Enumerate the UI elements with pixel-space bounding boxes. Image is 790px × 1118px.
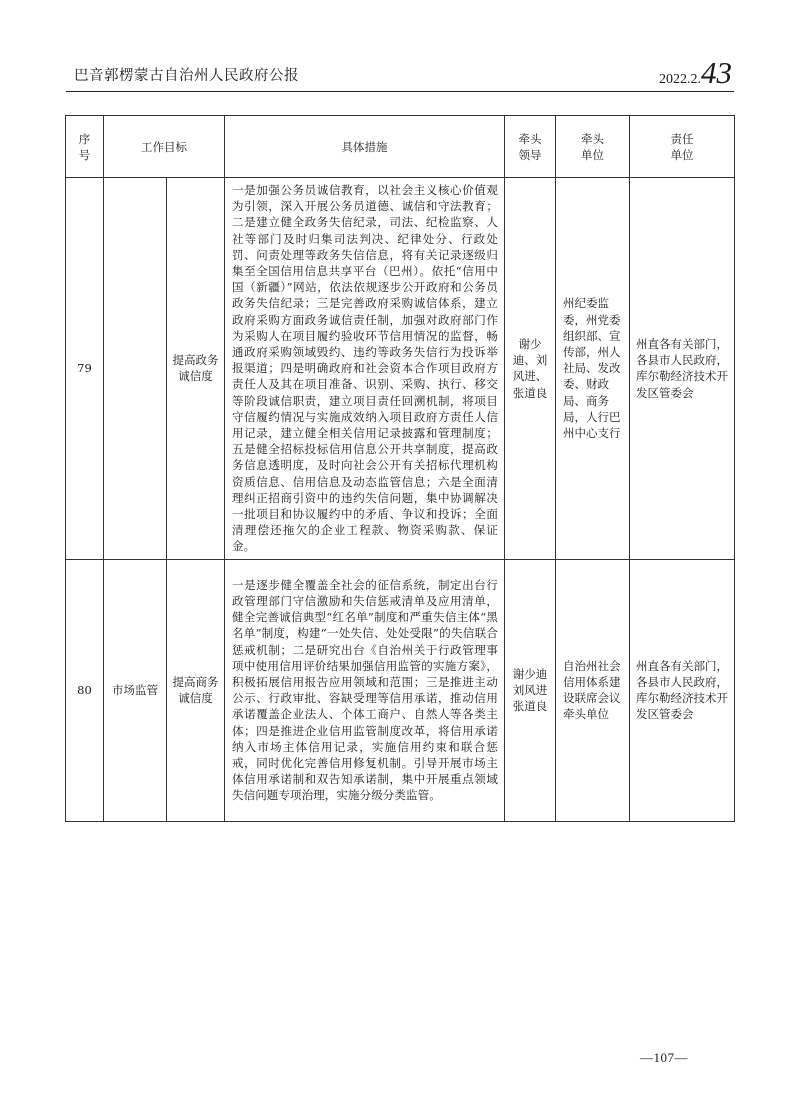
col-header-measures: 具体措施 xyxy=(225,116,505,178)
col-resp-line1: 责任 xyxy=(670,131,694,146)
col-header-leaders xyxy=(505,116,556,178)
col-leaders-line1: 牵头 xyxy=(518,131,542,146)
header-rule xyxy=(66,91,734,92)
issue-year-month: 2022.2. xyxy=(659,72,701,87)
table-row xyxy=(66,178,735,560)
gazette-title: 巴音郭楞蒙古自治州人民政府公报 xyxy=(74,68,299,84)
col-header-goal: 工作目标 xyxy=(104,116,225,178)
row-responsible-units: 州直各有关部门，各县市人民政府，库尔勒经济技术开发区管委会 xyxy=(630,559,735,821)
col-units-line2: 单位 xyxy=(581,147,604,162)
row-leaders: 谢少迪刘风进张道良 xyxy=(505,559,556,821)
row-number: 80 xyxy=(66,559,104,821)
issue-number: 43 xyxy=(701,55,732,90)
row-number: 79 xyxy=(66,178,104,560)
col-header-no xyxy=(66,116,104,178)
row-measures: 一是加强公务员诚信教育，以社会主义核心价值观为引领，深入开展公务员道德、诚信和守法教育；二是建立健全政务失信纪录，司法、纪检监察、人社等部门及时归集司法判决、纪律处分、行政处罚、问责处理等政务失信信息，将有关记录逐级归集至全国信用信息共享平台（巴州）。依托“信用中国（新疆）”网站，依法依规逐步公开政府和公务员政务失信纪录；三是完善政府采购诚信体系，建立政府采购方面政务诚信责任制，加强对政府部门作为采购人在项目履约验收环节信用情况的监督，畅通政府采购领域毁约、违约等政务失信行为投诉举报渠道；四是明确政府和社会资本合作项目政府方责任人及其在项目准备、识别、采购、执行、移交等阶段诚信职责，建立项目责任回溯机制，将项目守信履约情况与实施成效纳入项目政府方责任人信用记录，建立健全相关信用记录披露和管理制度；五是健全招标投标信用信息公开共享制度，提高政务信息透明度，及时向社会公开有关招标代理机构资质信息、信用信息及动态监管信息；六是全面清理纠正招商引资中的违约失信问题，集中协调解决一批项目和协议履约中的矛盾、争议和投诉；全面清理偿还拖欠的企业工程款、物资采购款、保证金。 xyxy=(225,178,505,560)
work-plan-table xyxy=(65,115,735,822)
row-goal: 提高政务诚信度 xyxy=(167,178,225,560)
col-leaders-line2: 领导 xyxy=(518,147,542,162)
row-lead-units: 自治州社会信用体系建设联席会议牵头单位 xyxy=(556,559,630,821)
row-leaders: 谢少迪、刘风进、张道良 xyxy=(505,178,556,560)
page-number: —107— xyxy=(640,1050,688,1065)
col-header-responsible xyxy=(630,116,735,178)
col-no-line1: 序 xyxy=(78,131,91,146)
col-header-lead-units xyxy=(556,116,630,178)
row-category xyxy=(104,178,167,560)
table-header-row xyxy=(66,116,735,178)
col-no-line2: 号 xyxy=(78,147,91,162)
table-row xyxy=(66,559,735,821)
issue-label xyxy=(659,57,732,88)
row-category: 市场监管 xyxy=(104,559,167,821)
row-lead-units: 州纪委监委，州党委组织部、宣传部，州人社局、发改委、财政局、商务局，人行巴州中心支行 xyxy=(556,178,630,560)
page-header xyxy=(66,52,734,90)
col-units-line1: 牵头 xyxy=(581,131,604,146)
col-resp-line2: 单位 xyxy=(670,147,694,162)
row-goal: 提高商务诚信度 xyxy=(167,559,225,821)
row-measures: 一是逐步健全覆盖全社会的征信系统，制定出台行政管理部门守信激励和失信惩戒清单及应用清单，健全完善诚信典型“红名单”制度和严重失信主体“黑名单”制度，构建“一处失信、处处受限”的失信联合惩戒机制；二是研究出台《自治州关于行政管理事项中使用信用评价结果加强信用监管的实施方案》，积极拓展信用报告应用领域和范围；三是推进主动公示、行政审批、容缺受理等信用承诺，推动信用承诺覆盖企业法人、个体工商户、自然人等各类主体；四是推进企业信用监管制度改革，将信用承诺纳入市场主体信用记录，实施信用约束和联合惩戒，同时优化完善信用修复机制。引导开展市场主体信用承诺制和双告知承诺制，集中开展重点领域失信问题专项治理，实施分级分类监管。 xyxy=(225,559,505,821)
row-responsible-units: 州直各有关部门，各县市人民政府，库尔勒经济技术开发区管委会 xyxy=(630,178,735,560)
